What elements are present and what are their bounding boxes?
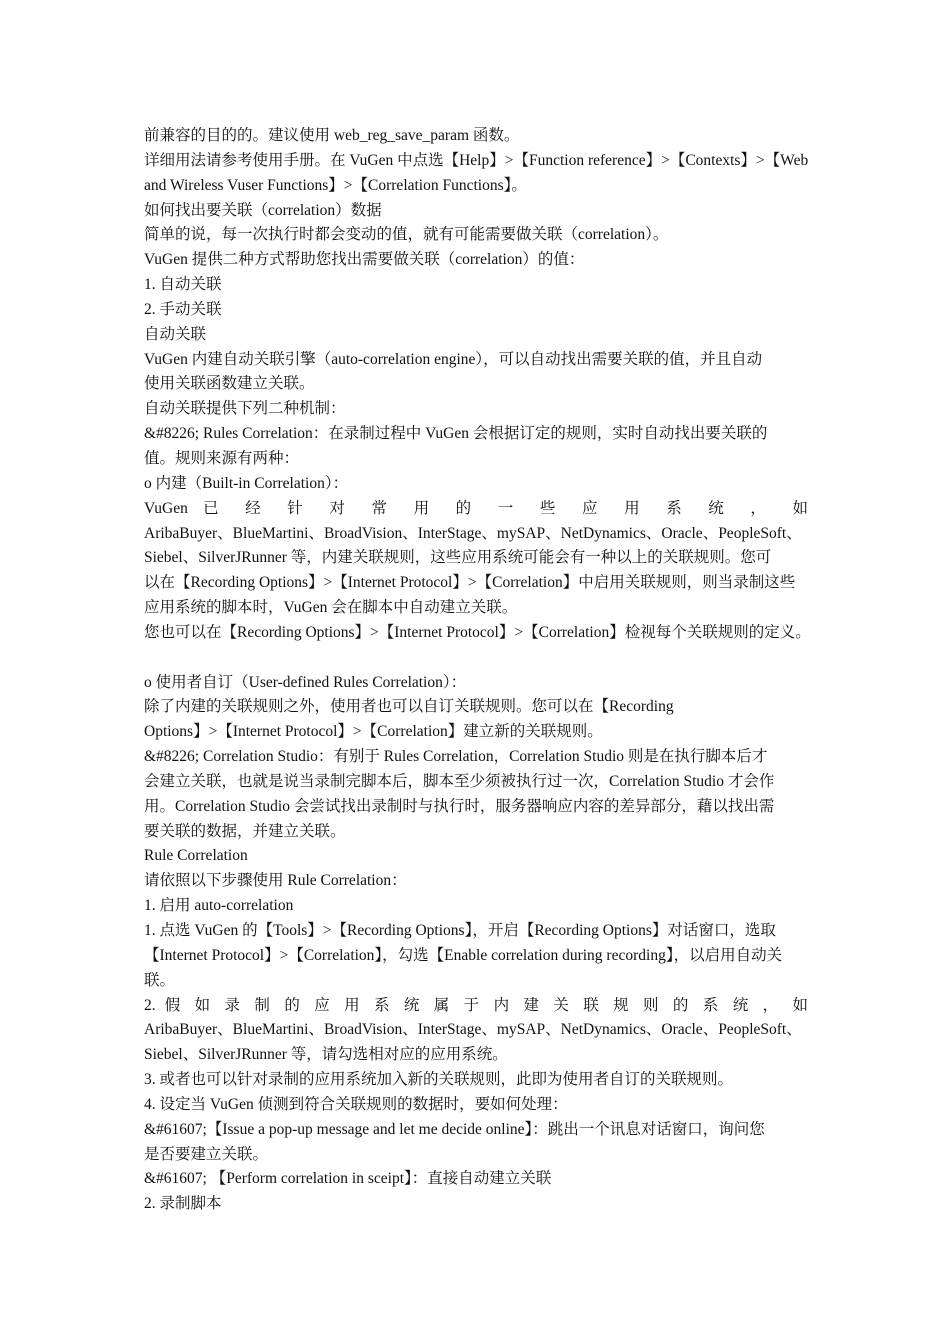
text-line: AribaBuyer、BlueMartini、BroadVision、InterStage、mySAP、NetDynamics、Oracle、PeopleSoft、 (144, 1021, 802, 1039)
text-line: &#8226; Correlation Studio：有别于 Rules Correlation，Correlation Studio 则是在执行脚本后才 (144, 748, 768, 766)
list-item: 2. 假 如 录 制 的 应 用 系 统 属 于 内 建 关 联 规 则 的 系 统 ， 如 (144, 996, 808, 1014)
text-line: VuGen 提供二种方式帮助您找出需要做关联（correlation）的值： (144, 251, 585, 269)
text-line: Siebel、SilverJRunner 等，请勾选相对应的应用系统。 (144, 1046, 508, 1064)
text-line: 【Internet Protocol】>【Correlation】，勾选【Enable correlation during recording】，以启用自动关 (144, 946, 783, 964)
text-line: 用。Correlation Studio 会尝试找出录制时与执行时，服务器响应内容的差异部分，藉以找出需 (144, 797, 775, 815)
list-item: 2. 手动关联 (144, 300, 222, 318)
text-line: 以在【Recording Options】>【Internet Protocol】>【Correlation】中启用关联规则，则当录制这些 (144, 574, 796, 592)
list-item: 1. 自动关联 (144, 276, 222, 294)
text-line: 简单的说，每一次执行时都会变动的值，就有可能需要做关联（correlation）。 (144, 226, 669, 244)
blank-line (144, 646, 808, 671)
document-page (144, 124, 811, 1217)
text-line: Options】>【Internet Protocol】>【Correlation】建立新的关联规则。 (144, 723, 603, 741)
text-line: 自动关联提供下列二种机制： (144, 400, 346, 418)
list-item: 4. 设定当 VuGen 侦测到符合关联规则的数据时，要如何处理： (144, 1095, 568, 1113)
text-line: 您也可以在【Recording Options】>【Internet Protocol】>【Correlation】检视每个关联规则的定义。 (144, 623, 811, 641)
text-line: 要关联的数据，并建立关联。 (144, 822, 346, 840)
text-line: VuGen 已 经 针 对 常 用 的 一 些 应 用 系 统 ， 如 (144, 499, 808, 517)
text-line: o 内建（Built-in Correlation）： (144, 474, 349, 492)
text-line: 详细用法请参考使用手册。在 VuGen 中点选【Help】>【Function reference】>【Contexts】>【Web (144, 151, 809, 169)
text-line: &#8226; Rules Correlation：在录制过程中 VuGen 会根据订定的规则，实时自动找出要关联的 (144, 425, 768, 443)
text-line: 联。 (144, 971, 176, 989)
section-heading: 如何找出要关联（correlation）数据 (144, 201, 382, 219)
text-line: 前兼容的目的的。建议使用 web_reg_save_param 函数。 (144, 127, 520, 144)
text-line: 请依照以下步骤使用 Rule Correlation： (144, 872, 407, 890)
text-line: &#61607; 【Perform correlation in sceipt】：直接自动建立关联 (144, 1170, 552, 1188)
text-line: &#61607;【Issue a pop-up message and let me decide online】：跳出一个讯息对话窗口，询问您 (144, 1120, 765, 1138)
text-line: VuGen 内建自动关联引擎（auto-correlation engine），可以自动找出需要关联的值，并且自动 (144, 350, 763, 368)
text-line: 除了内建的关联规则之外，使用者也可以自订关联规则。您可以在【Recording (144, 698, 674, 716)
text-line: AribaBuyer、BlueMartini、BroadVision、InterStage、mySAP、NetDynamics、Oracle、PeopleSoft、 (144, 524, 802, 542)
list-item: 1. 启用 auto-correlation (144, 897, 294, 915)
text-line: 使用关联函数建立关联。 (144, 375, 315, 393)
text-line: o 使用者自订（User-defined Rules Correlation）： (144, 673, 467, 691)
list-item: 3. 或者也可以针对录制的应用系统加入新的关联规则，此即为使用者自订的关联规则。 (144, 1071, 734, 1089)
text-line: 会建立关联，也就是说当录制完脚本后，脚本至少须被执行过一次，Correlation Studio 才会作 (144, 772, 775, 790)
section-heading: Rule Correlation (144, 847, 248, 865)
text-line: 应用系统的脚本时，VuGen 会在脚本中自动建立关联。 (144, 599, 518, 617)
section-heading: 自动关联 (144, 325, 207, 343)
text-line: 值。规则来源有两种： (144, 449, 300, 467)
text-line: 是否要建立关联。 (144, 1145, 269, 1163)
list-item: 1. 点选 VuGen 的【Tools】>【Recording Options】，开启【Recording Options】对话窗口，选取 (144, 922, 776, 939)
text-line: Siebel、SilverJRunner 等，内建关联规则，这些应用系统可能会有一种以上的关联规则。您可 (144, 549, 772, 567)
text-line: and Wireless Vuser Functions】>【Correlation Functions】。 (144, 176, 527, 194)
list-item: 2. 录制脚本 (144, 1195, 222, 1213)
